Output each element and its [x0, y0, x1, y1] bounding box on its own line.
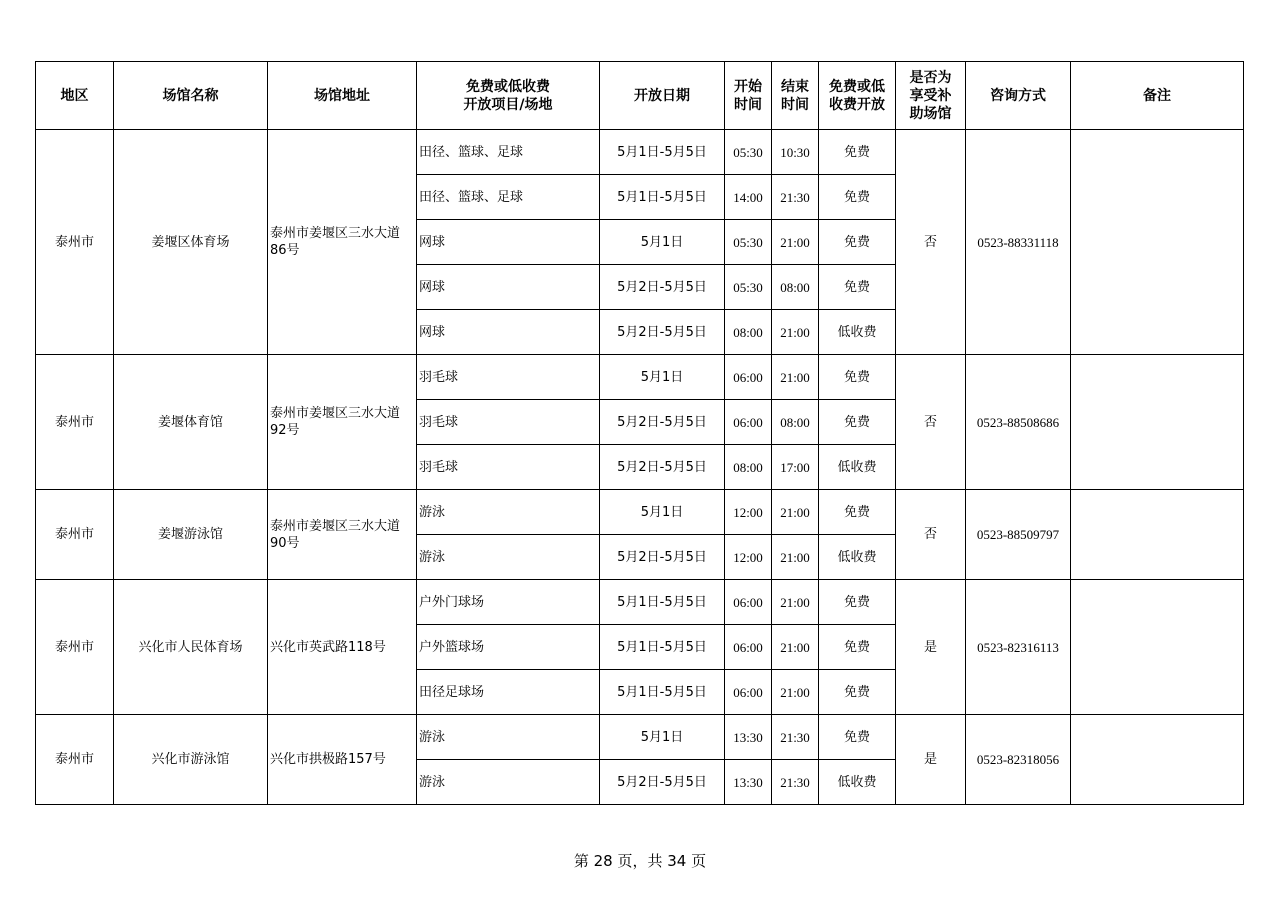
fee-type-cell: 免费 [819, 220, 896, 265]
start-time-cell: 14:00 [725, 175, 772, 220]
start-time-cell: 06:00 [725, 400, 772, 445]
header-start-time: 开始 时间 [725, 62, 772, 130]
fee-type-cell: 免费 [819, 715, 896, 760]
header-row [36, 62, 1244, 130]
note-cell [1071, 355, 1244, 490]
header-venue-address: 场馆地址 [268, 62, 417, 130]
start-time-cell: 08:00 [725, 310, 772, 355]
note-cell [1071, 130, 1244, 355]
fee-type-cell: 低收费 [819, 445, 896, 490]
venue-name-cell: 兴化市人民体育场 [114, 580, 268, 715]
open-date-cell: 5月1日-5月5日 [600, 580, 725, 625]
open-date-cell: 5月1日-5月5日 [600, 175, 725, 220]
subsidized-cell: 是 [896, 715, 966, 805]
venue-name-cell: 兴化市游泳馆 [114, 715, 268, 805]
open-item-cell: 网球 [417, 220, 600, 265]
venue-address-cell: 泰州市姜堰区三水大道86号 [268, 130, 417, 355]
start-time-cell: 06:00 [725, 625, 772, 670]
header-subsidized: 是否为 享受补 助场馆 [896, 62, 966, 130]
end-time-cell: 17:00 [772, 445, 819, 490]
contact-cell: 0523-88331118 [966, 130, 1071, 355]
open-date-cell: 5月1日-5月5日 [600, 670, 725, 715]
start-time-cell: 12:00 [725, 490, 772, 535]
venue-table [35, 61, 1244, 805]
contact-cell: 0523-88508686 [966, 355, 1071, 490]
open-date-cell: 5月1日 [600, 220, 725, 265]
open-date-cell: 5月2日-5月5日 [600, 400, 725, 445]
open-item-cell: 田径、篮球、足球 [417, 130, 600, 175]
open-item-cell: 羽毛球 [417, 445, 600, 490]
open-date-cell: 5月1日 [600, 355, 725, 400]
region-cell: 泰州市 [36, 715, 114, 805]
header-region: 地区 [36, 62, 114, 130]
header-contact: 咨询方式 [966, 62, 1071, 130]
venue-address-cell: 兴化市拱极路157号 [268, 715, 417, 805]
start-time-cell: 13:30 [725, 715, 772, 760]
end-time-cell: 10:30 [772, 130, 819, 175]
contact-cell: 0523-82316113 [966, 580, 1071, 715]
subsidized-cell: 是 [896, 580, 966, 715]
end-time-cell: 08:00 [772, 265, 819, 310]
end-time-cell: 08:00 [772, 400, 819, 445]
end-time-cell: 21:30 [772, 715, 819, 760]
open-date-cell: 5月1日 [600, 490, 725, 535]
start-time-cell: 05:30 [725, 265, 772, 310]
region-cell: 泰州市 [36, 355, 114, 490]
open-date-cell: 5月1日-5月5日 [600, 625, 725, 670]
fee-type-cell: 低收费 [819, 760, 896, 805]
open-item-cell: 游泳 [417, 760, 600, 805]
end-time-cell: 21:00 [772, 310, 819, 355]
end-time-cell: 21:00 [772, 580, 819, 625]
open-item-cell: 游泳 [417, 535, 600, 580]
region-cell: 泰州市 [36, 130, 114, 355]
fee-type-cell: 低收费 [819, 310, 896, 355]
venue-table-body [36, 130, 1244, 805]
end-time-cell: 21:00 [772, 220, 819, 265]
contact-cell: 0523-88509797 [966, 490, 1071, 580]
table-row [36, 490, 1244, 535]
header-fee-type: 免费或低 收费开放 [819, 62, 896, 130]
venue-address-cell: 兴化市英武路118号 [268, 580, 417, 715]
open-date-cell: 5月1日-5月5日 [600, 130, 725, 175]
start-time-cell: 08:00 [725, 445, 772, 490]
fee-type-cell: 低收费 [819, 535, 896, 580]
start-time-cell: 06:00 [725, 670, 772, 715]
open-date-cell: 5月2日-5月5日 [600, 760, 725, 805]
header-open-date: 开放日期 [600, 62, 725, 130]
fee-type-cell: 免费 [819, 175, 896, 220]
end-time-cell: 21:00 [772, 535, 819, 580]
end-time-cell: 21:30 [772, 175, 819, 220]
note-cell [1071, 580, 1244, 715]
table-row [36, 715, 1244, 760]
fee-type-cell: 免费 [819, 265, 896, 310]
open-item-cell: 户外门球场 [417, 580, 600, 625]
start-time-cell: 05:30 [725, 130, 772, 175]
open-item-cell: 田径、篮球、足球 [417, 175, 600, 220]
open-item-cell: 网球 [417, 265, 600, 310]
open-item-cell: 户外篮球场 [417, 625, 600, 670]
end-time-cell: 21:00 [772, 670, 819, 715]
fee-type-cell: 免费 [819, 130, 896, 175]
start-time-cell: 06:00 [725, 580, 772, 625]
start-time-cell: 12:00 [725, 535, 772, 580]
open-item-cell: 游泳 [417, 490, 600, 535]
open-date-cell: 5月1日 [600, 715, 725, 760]
subsidized-cell: 否 [896, 490, 966, 580]
page-number: 第 28 页，共 34 页 [573, 852, 707, 870]
region-cell: 泰州市 [36, 580, 114, 715]
table-row [36, 355, 1244, 400]
open-date-cell: 5月2日-5月5日 [600, 535, 725, 580]
fee-type-cell: 免费 [819, 490, 896, 535]
venue-address-cell: 泰州市姜堰区三水大道90号 [268, 490, 417, 580]
contact-cell: 0523-82318056 [966, 715, 1071, 805]
open-item-cell: 羽毛球 [417, 355, 600, 400]
subsidized-cell: 否 [896, 355, 966, 490]
header-note: 备注 [1071, 62, 1244, 130]
start-time-cell: 05:30 [725, 220, 772, 265]
note-cell [1071, 490, 1244, 580]
table-row [36, 580, 1244, 625]
end-time-cell: 21:00 [772, 625, 819, 670]
open-item-cell: 网球 [417, 310, 600, 355]
end-time-cell: 21:30 [772, 760, 819, 805]
fee-type-cell: 免费 [819, 400, 896, 445]
open-date-cell: 5月2日-5月5日 [600, 310, 725, 355]
start-time-cell: 13:30 [725, 760, 772, 805]
venue-name-cell: 姜堰游泳馆 [114, 490, 268, 580]
subsidized-cell: 否 [896, 130, 966, 355]
table-row [36, 130, 1244, 175]
fee-type-cell: 免费 [819, 670, 896, 715]
open-item-cell: 游泳 [417, 715, 600, 760]
open-item-cell: 羽毛球 [417, 400, 600, 445]
venue-address-cell: 泰州市姜堰区三水大道92号 [268, 355, 417, 490]
end-time-cell: 21:00 [772, 490, 819, 535]
note-cell [1071, 715, 1244, 805]
open-item-cell: 田径足球场 [417, 670, 600, 715]
header-end-time: 结束 时间 [772, 62, 819, 130]
venue-name-cell: 姜堰区体育场 [114, 130, 268, 355]
open-date-cell: 5月2日-5月5日 [600, 265, 725, 310]
region-cell: 泰州市 [36, 490, 114, 580]
fee-type-cell: 免费 [819, 625, 896, 670]
fee-type-cell: 免费 [819, 580, 896, 625]
header-open-item: 免费或低收费 开放项目/场地 [417, 62, 600, 130]
end-time-cell: 21:00 [772, 355, 819, 400]
header-venue-name: 场馆名称 [114, 62, 268, 130]
start-time-cell: 06:00 [725, 355, 772, 400]
fee-type-cell: 免费 [819, 355, 896, 400]
venue-name-cell: 姜堰体育馆 [114, 355, 268, 490]
open-date-cell: 5月2日-5月5日 [600, 445, 725, 490]
